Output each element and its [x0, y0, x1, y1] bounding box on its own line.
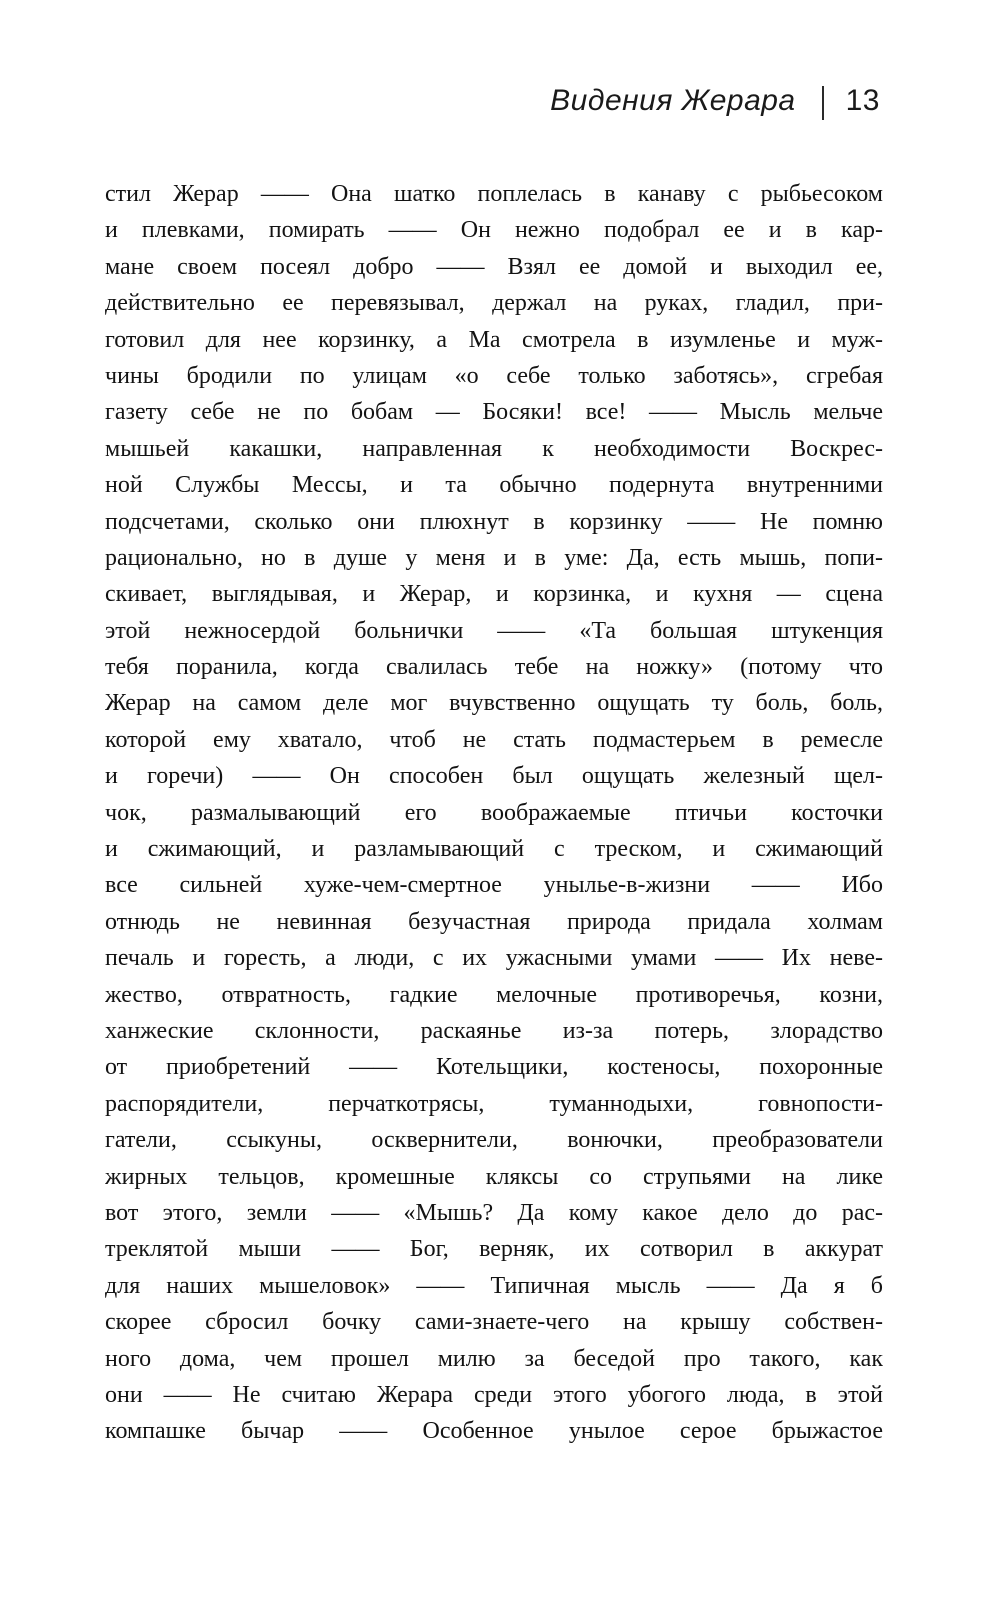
page-number: 13 [845, 84, 880, 117]
body-text-line: компашке бычар —— Особенное унылое серое брыжастое [105, 1418, 883, 1445]
body-text-line: чок, размалывающий его воображаемые птичьи косточки [105, 799, 883, 826]
body-text-line: они —— Не считаю Жерара среди этого убогого люда, в этой [105, 1381, 883, 1408]
body-text-line: все сильней хуже-чем-смертное унылье-в-жизни —— Ибо [105, 872, 883, 899]
body-text-line: жество, отвратность, гадкие мелочные противоречья, козни, [105, 981, 883, 1008]
body-text-line: и плевками, помирать —— Он нежно подобрал ее и в кар- [105, 217, 883, 244]
header-separator-bar [822, 86, 824, 120]
body-text-line: отнюдь не невинная безучастная природа придала холмам [105, 908, 883, 935]
running-title: Видения Жерара [550, 84, 796, 117]
body-text-line: и горечи) —— Он способен был ощущать железный щел- [105, 763, 883, 790]
body-text-line: мане своем посеял добро —— Взял ее домой и выходил ее, [105, 253, 883, 280]
body-text-line: от приобретений —— Котельщики, костеносы, похоронные [105, 1054, 883, 1081]
body-text-line: этой нежносердой больнички —— «Та большая штукенция [105, 617, 883, 644]
body-text-line: стил Жерар —— Она шатко поплелась в канаву с рыбьесоком [105, 181, 883, 207]
body-text-line: рационально, но в душе у меня и в уме: Да, есть мышь, попи- [105, 544, 883, 571]
body-text-line: распорядители, перчаткотрясы, туманнодыхи, говнопости- [105, 1090, 883, 1117]
body-text-line: печаль и горесть, а люди, с их ужасными умами —— Их неве- [105, 945, 883, 972]
body-text-line: газету себе не по бобам — Босяки! все! —— Мысль мельче [105, 399, 883, 426]
running-header [105, 84, 880, 118]
body-text-line: действительно ее перевязывал, держал на руках, гладил, при- [105, 290, 883, 317]
body-text-line: чины бродили по улицам «о себе только заботясь», сгребая [105, 362, 883, 389]
body-text-line: вот этого, земли —— «Мышь? Да кому какое дело до рас- [105, 1199, 883, 1226]
body-text-line: готовил для нее корзинку, а Ма смотрела в изумленье и муж- [105, 326, 883, 353]
body-text-line: которой ему хватало, чтоб не стать подмастерьем в ремесле [105, 726, 883, 753]
body-text-line: мышьей какашки, направленная к необходимости Воскрес- [105, 435, 883, 462]
body-text-line: ханжеские склонности, раскаянье из-за потерь, злорадство [105, 1017, 883, 1044]
body-text-line: Жерар на самом деле мог вчувственно ощущать ту боль, боль, [105, 690, 883, 717]
body-text-line: скорее сбросил бочку сами-знаете-чего на крышу собствен- [105, 1309, 883, 1336]
body-text-line: тебя поранила, когда свалилась тебе на ножку» (потому что [105, 654, 883, 681]
body-text-line: гатели, ссыкуны, осквернители, вонючки, преобразователи [105, 1127, 883, 1154]
body-text-block [105, 176, 883, 1450]
body-text-line: и сжимающий, и разламывающий с треском, и сжимающий [105, 836, 883, 863]
body-text-line: подсчетами, сколько они плюхнут в корзинку —— Не помню [105, 508, 883, 535]
body-text-line: ной Службы Мессы, и та обычно подернута внутренними [105, 472, 883, 499]
body-text-line: скивает, выглядывая, и Жерар, и корзинка, и кухня — сцена [105, 581, 883, 608]
body-text-line: треклятой мыши —— Бог, верняк, их сотворил в аккурат [105, 1236, 883, 1263]
body-text-line: для наших мышеловок» —— Типичная мысль —— Да я б [105, 1272, 883, 1299]
body-text-line: ного дома, чем прошел милю за беседой про такого, как [105, 1345, 883, 1372]
body-text-line: жирных тельцов, кромешные кляксы со струпьями на лике [105, 1163, 883, 1190]
